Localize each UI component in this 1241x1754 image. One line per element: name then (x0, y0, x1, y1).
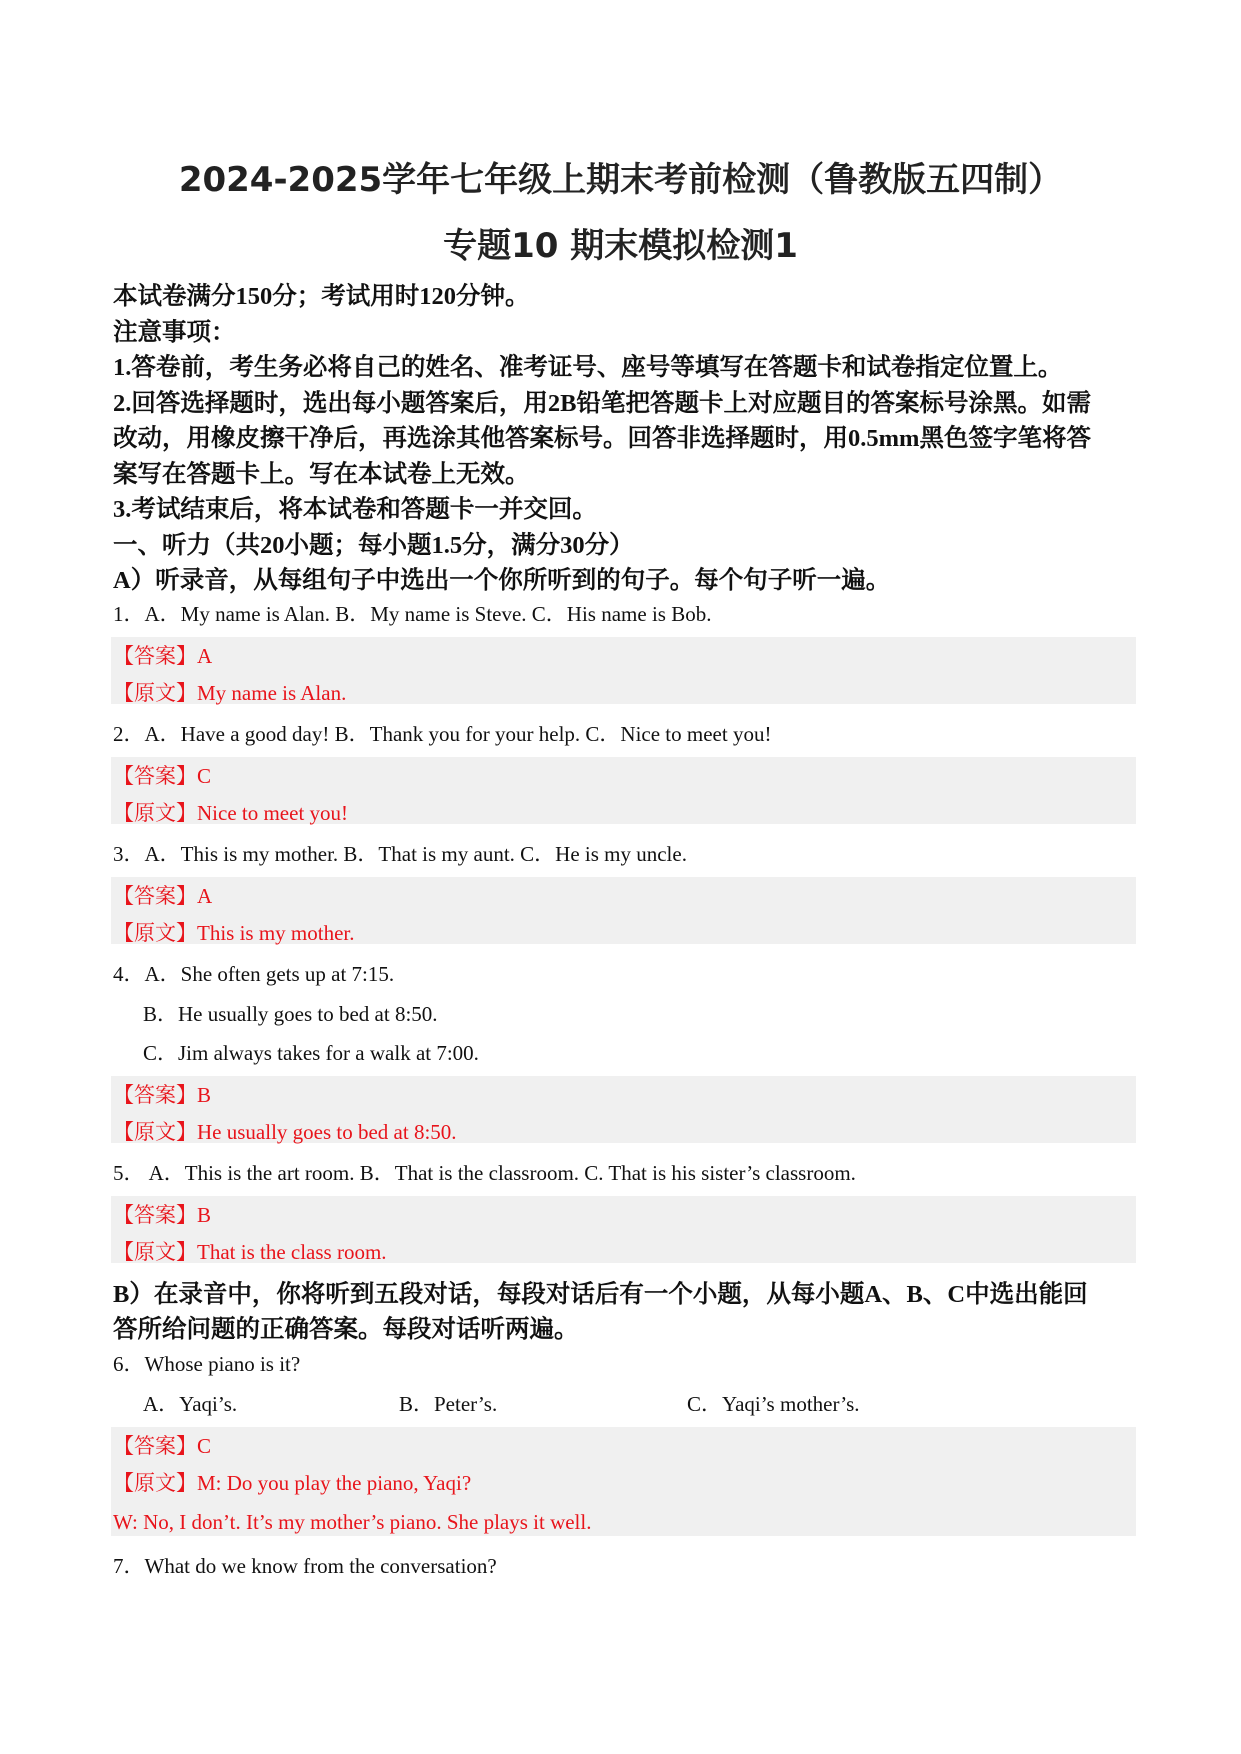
question-6-option-c: C．Yaqi’s mother’s. (687, 1392, 860, 1416)
question-4-option-b: B．He usually goes to bed at 8:50. (143, 1002, 438, 1026)
answer-box-5 (111, 1196, 1136, 1263)
question-5: 5． A．This is the art room. B．That is the classroom. C. That is his sister’s classroom. (113, 1161, 856, 1185)
question-6: 6．Whose piano is it? (113, 1352, 301, 1376)
notes-title: 注意事项： (113, 319, 236, 346)
answer-1: 【答案】A (113, 644, 213, 668)
transcript-6-line-1: 【原文】M: Do you play the piano, Yaqi? (113, 1471, 472, 1495)
part-a-heading: A）听录音，从每组句子中选出一个你所听到的句子。每个句子听一遍。 (113, 567, 891, 594)
note-1: 1.答卷前，考生务必将自己的姓名、准考证号、座号等填写在答题卡和试卷指定位置上。 (113, 354, 1063, 381)
question-2: 2．A．Have a good day! B．Thank you for your help. C．Nice to meet you! (113, 722, 772, 746)
note-2-line-3: 案写在答题卡上。写在本试卷上无效。 (113, 461, 530, 488)
transcript-2: 【原文】Nice to meet you! (113, 801, 349, 825)
transcript-1: 【原文】My name is Alan. (113, 681, 347, 705)
answer-3: 【答案】A (113, 884, 213, 908)
section-heading: 一、听力（共20小题；每小题1.5分，满分30分） (113, 532, 634, 559)
page-subtitle: 专题10 期末模拟检测1 (443, 226, 798, 266)
question-4: 4．A．She often gets up at 7:15. (113, 962, 395, 986)
question-6-option-b: B．Peter’s. (399, 1392, 498, 1416)
answer-box-3 (111, 877, 1136, 944)
transcript-6-line-2: W: No, I don’t. It’s my mother’s piano. She plays it well. (113, 1510, 592, 1534)
question-4-option-c: C．Jim always takes for a walk at 7:00. (143, 1041, 479, 1065)
question-1: 1．A．My name is Alan. B．My name is Steve. C．His name is Bob. (113, 602, 712, 626)
note-2-line-1: 2.回答选择题时，选出每小题答案后，用2B铅笔把答题卡上对应题目的答案标号涂黑。如需 (113, 390, 1091, 417)
answer-5: 【答案】B (113, 1203, 212, 1227)
question-3: 3．A．This is my mother. B．That is my aunt. C．He is my uncle. (113, 842, 687, 866)
question-7: 7．What do we know from the conversation? (113, 1554, 497, 1578)
answer-box-6 (111, 1427, 1136, 1536)
transcript-4: 【原文】He usually goes to bed at 8:50. (113, 1120, 457, 1144)
score-line: 本试卷满分150分；考试用时120分钟。 (113, 283, 530, 310)
answer-4: 【答案】B (113, 1083, 212, 1107)
transcript-5: 【原文】That is the class room. (113, 1240, 387, 1264)
note-2-line-2: 改动，用橡皮擦干净后，再选涂其他答案标号。回答非选择题时，用0.5mm黑色签字笔将答 (113, 425, 1091, 452)
page-title: 2024-2025学年七年级上期末考前检测（鲁教版五四制） (178, 160, 1063, 200)
answer-box-4 (111, 1076, 1136, 1143)
answer-box-2 (111, 757, 1136, 824)
answer-2: 【答案】C (113, 764, 212, 788)
transcript-3: 【原文】This is my mother. (113, 921, 355, 945)
part-b-heading-line-1: B）在录音中，你将听到五段对话，每段对话后有一个小题，从每小题A、B、C中选出能回 (113, 1281, 1088, 1308)
note-3: 3.考试结束后，将本试卷和答题卡一并交回。 (113, 496, 597, 523)
part-b-heading-line-2: 答所给问题的正确答案。每段对话听两遍。 (113, 1316, 579, 1343)
question-6-option-a: A．Yaqi’s. (143, 1392, 238, 1416)
answer-6: 【答案】C (113, 1434, 212, 1458)
answer-box-1 (111, 637, 1136, 704)
